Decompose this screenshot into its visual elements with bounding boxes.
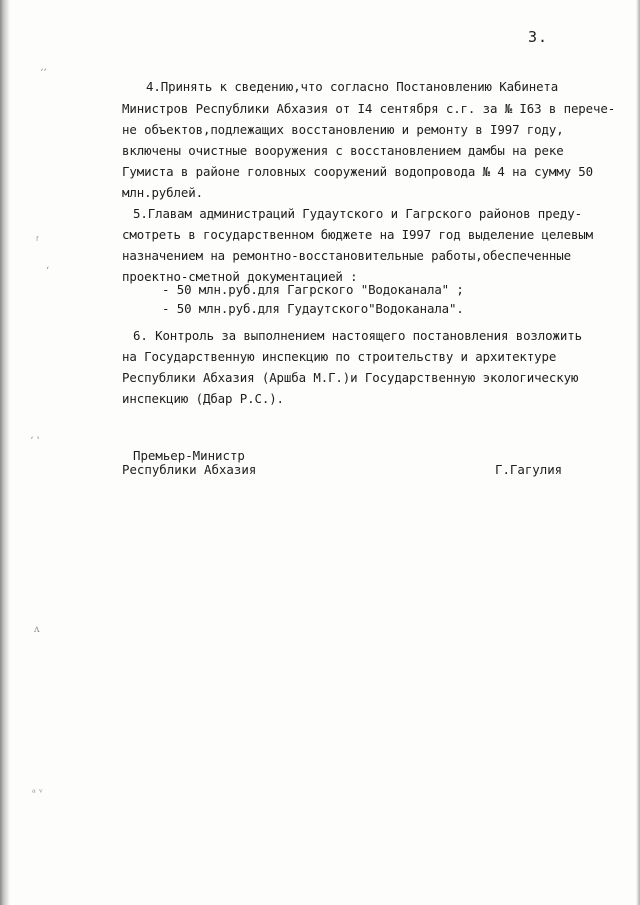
item4-line-3: не объектов,подлежащих восстановлению и ремонту в I997 году, xyxy=(122,122,564,137)
item5-bullet-2: - 50 млн.руб.для Гудаутского"Водоканала". xyxy=(162,301,464,316)
item4-line-4: включены очистные вооружения с восстановлением дамбы на реке xyxy=(122,143,564,158)
scan-mark: ʻ xyxy=(46,266,50,277)
signature-title-line-1: Премьер-Министр xyxy=(133,448,245,463)
item6-line-2: на Государственную инспекцию по строительству и архитектуре xyxy=(122,349,557,364)
page-number: 3. xyxy=(528,28,549,46)
scan-right-edge xyxy=(636,0,640,905)
item5-line-3: назначением на ремонтно-восстановительные работы,обеспеченные xyxy=(122,248,571,263)
item4-line-6: млн.рублей. xyxy=(122,185,203,200)
item5-bullet-1: - 50 млн.руб.для Гагрского "Водоканала" ; xyxy=(162,282,464,297)
item4-line-2: Министров Республики Абхазия от I4 сентября с.г. за № I63 в перече- xyxy=(122,101,616,116)
signature-title-line-2: Республики Абхазия xyxy=(122,462,257,477)
item6-line-4: инспекцию (Дбар Р.С.). xyxy=(122,391,284,406)
scan-mark: ʌ xyxy=(34,624,40,635)
item6-line-3: Республики Абхазия (Аршба М.Г.)и Государственную экологическую xyxy=(122,370,579,385)
item6-line-1: 6. Контроль за выполнением настоящего постановления возложить xyxy=(133,328,582,343)
item4-line-1: 4.Принять к сведению,что согласно Постановлению Кабинета xyxy=(146,79,559,94)
item5-line-2: смотреть в государственном бюджете на I997 год выделение целевым xyxy=(122,227,594,242)
signatory-name: Г.Гагулия xyxy=(495,462,563,477)
scan-mark: ʼʼ xyxy=(40,68,47,79)
item4-line-5: Гумиста в районе головных сооружений водопровода № 4 на сумму 50 xyxy=(122,164,594,179)
scan-mark: ᵃ ᵛ xyxy=(32,788,43,799)
scan-mark: ʼ ʽ xyxy=(30,436,40,447)
item5-line-1: 5.Главам администраций Гудаутского и Гагрского районов преду- xyxy=(133,206,582,221)
scan-mark: ᶠ xyxy=(36,236,39,247)
item5-line-4: проектно-сметной документацией : xyxy=(122,269,358,284)
scan-left-edge xyxy=(0,0,10,905)
